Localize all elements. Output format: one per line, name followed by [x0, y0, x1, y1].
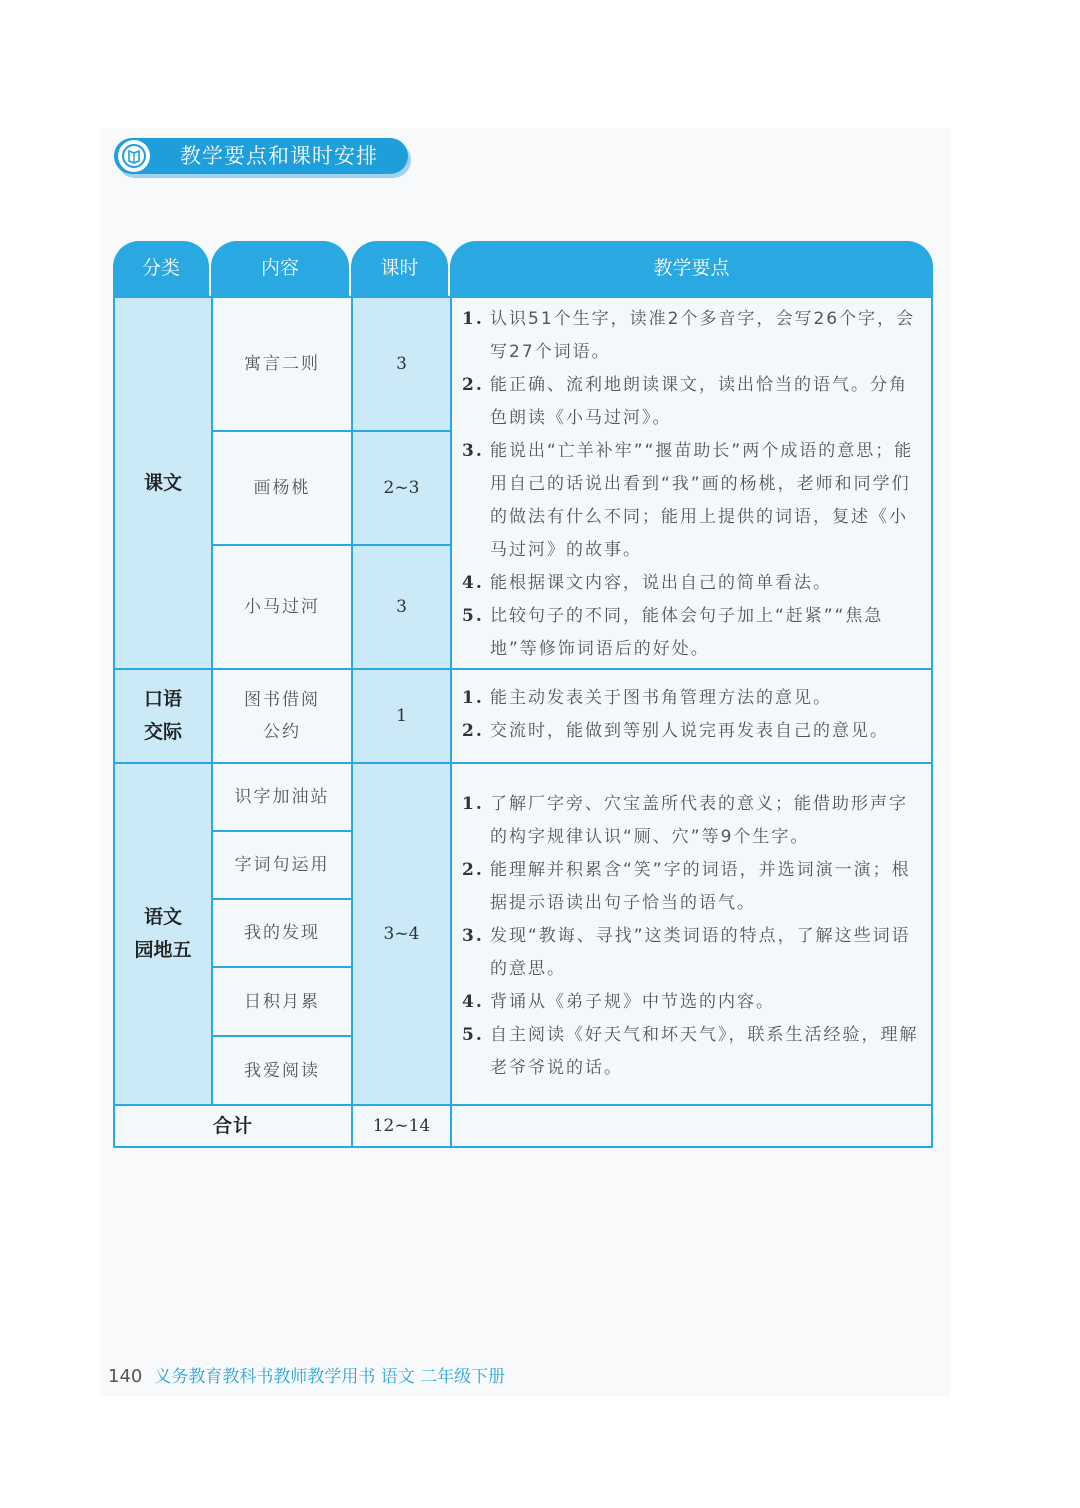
- content-cell: 字词句运用: [213, 832, 351, 898]
- grid-line: [211, 544, 450, 546]
- grid-line: [211, 898, 351, 900]
- list-item: 1. 认识51个生字，读准2个多音字，会写26个字，会写27个词语。: [462, 309, 916, 362]
- content-cell: 寓言二则: [213, 298, 351, 430]
- lesson-table: [113, 296, 933, 1148]
- grid-line: [211, 830, 351, 832]
- page-footer: [108, 1362, 505, 1387]
- points-cell: [452, 670, 931, 762]
- list-item: 5. 比较句子的不同，能体会句子加上“赶紧”“焦急地”等修饰词语后的好处。: [462, 606, 884, 659]
- category-garden: [115, 764, 211, 1104]
- section-title: 教学要点和课时安排: [180, 144, 378, 168]
- grid-line: [211, 430, 450, 432]
- list-item: 5. 自主阅读《好天气和坏天气》，联系生活经验，理解老爷爷说的话。: [462, 1025, 919, 1078]
- grid-line: [211, 966, 351, 968]
- content-cell: 画杨桃: [213, 432, 351, 544]
- content-line: 图书借阅: [244, 690, 320, 710]
- list-item: 3. 发现“教诲、寻找”这类词语的特点，了解这些词语的意思。: [462, 926, 911, 979]
- hours-cell: 1: [353, 670, 450, 762]
- header-points: 教学要点: [450, 241, 933, 296]
- content-cell: 我爱阅读: [213, 1037, 351, 1104]
- header-category: 分类: [113, 241, 209, 296]
- grid-line: [115, 762, 931, 764]
- hours-cell: 3~4: [353, 764, 450, 1104]
- content-line: 公约: [263, 722, 301, 742]
- list-item: 4. 能根据课文内容，说出自己的简单看法。: [462, 573, 832, 593]
- header-hours: 课时: [351, 241, 448, 296]
- book-title: 义务教育教科书教师教学用书 语文 二年级下册: [154, 1367, 506, 1387]
- hours-cell: 2~3: [353, 432, 450, 544]
- content-cell: 小马过河: [213, 546, 351, 668]
- book-icon: [118, 140, 150, 172]
- grid-line: [115, 1104, 931, 1106]
- total-hours: 12~14: [353, 1106, 450, 1146]
- list-item: 3. 能说出“亡羊补牢”“揠苗助长”两个成语的意思；能用自己的话说出看到“我”画的杨桃，老师和同学们的做法有什么不同；能用上提供的词语，复述《小马过河》的故事。: [462, 441, 914, 560]
- content-cell: [213, 670, 351, 762]
- points-list: [462, 682, 889, 748]
- page-number: 140: [108, 1366, 143, 1387]
- section-title-banner: [114, 138, 408, 174]
- list-item: 2. 能正确、流利地朗读课文，读出恰当的语气。分角色朗读《小马过河》。: [462, 375, 908, 428]
- hours-cell: 3: [353, 546, 450, 668]
- header-content: 内容: [211, 241, 349, 296]
- points-cell: [452, 764, 931, 1104]
- category-line: 园地五: [134, 939, 192, 961]
- grid-line: [450, 298, 452, 1146]
- content-cell: 识字加油站: [213, 764, 351, 830]
- category-line: 语文: [143, 906, 182, 928]
- category-oral: [115, 670, 211, 762]
- points-list: [462, 788, 919, 1085]
- content-cell: 日积月累: [213, 968, 351, 1035]
- grid-line: [211, 298, 213, 1106]
- grid-line: [211, 1035, 351, 1037]
- list-item: 4. 背诵从《弟子规》中节选的内容。: [462, 992, 775, 1012]
- grid-line: [351, 298, 353, 1146]
- hours-cell: 3: [353, 298, 450, 430]
- points-list: [462, 303, 919, 666]
- total-label: 合计: [115, 1106, 351, 1146]
- points-cell: [452, 298, 931, 668]
- category-line: 口语: [143, 688, 182, 710]
- category-line: 交际: [143, 721, 182, 743]
- grid-line: [115, 668, 931, 670]
- category-lessons: 课文: [115, 298, 211, 668]
- content-cell: 我的发现: [213, 900, 351, 966]
- list-item: 1. 能主动发表关于图书角管理方法的意见。: [462, 688, 832, 708]
- total-empty-cell: [452, 1106, 931, 1146]
- list-item: 2. 交流时，能做到等别人说完再发表自己的意见。: [462, 721, 889, 741]
- list-item: 1. 了解厂字旁、穴宝盖所代表的意义；能借助形声字的构字规律认识“厕、穴”等9个生字。: [462, 794, 908, 847]
- list-item: 2. 能理解并积累含“笑”字的词语，并选词演一演；根据提示语读出句子恰当的语气。: [462, 860, 911, 913]
